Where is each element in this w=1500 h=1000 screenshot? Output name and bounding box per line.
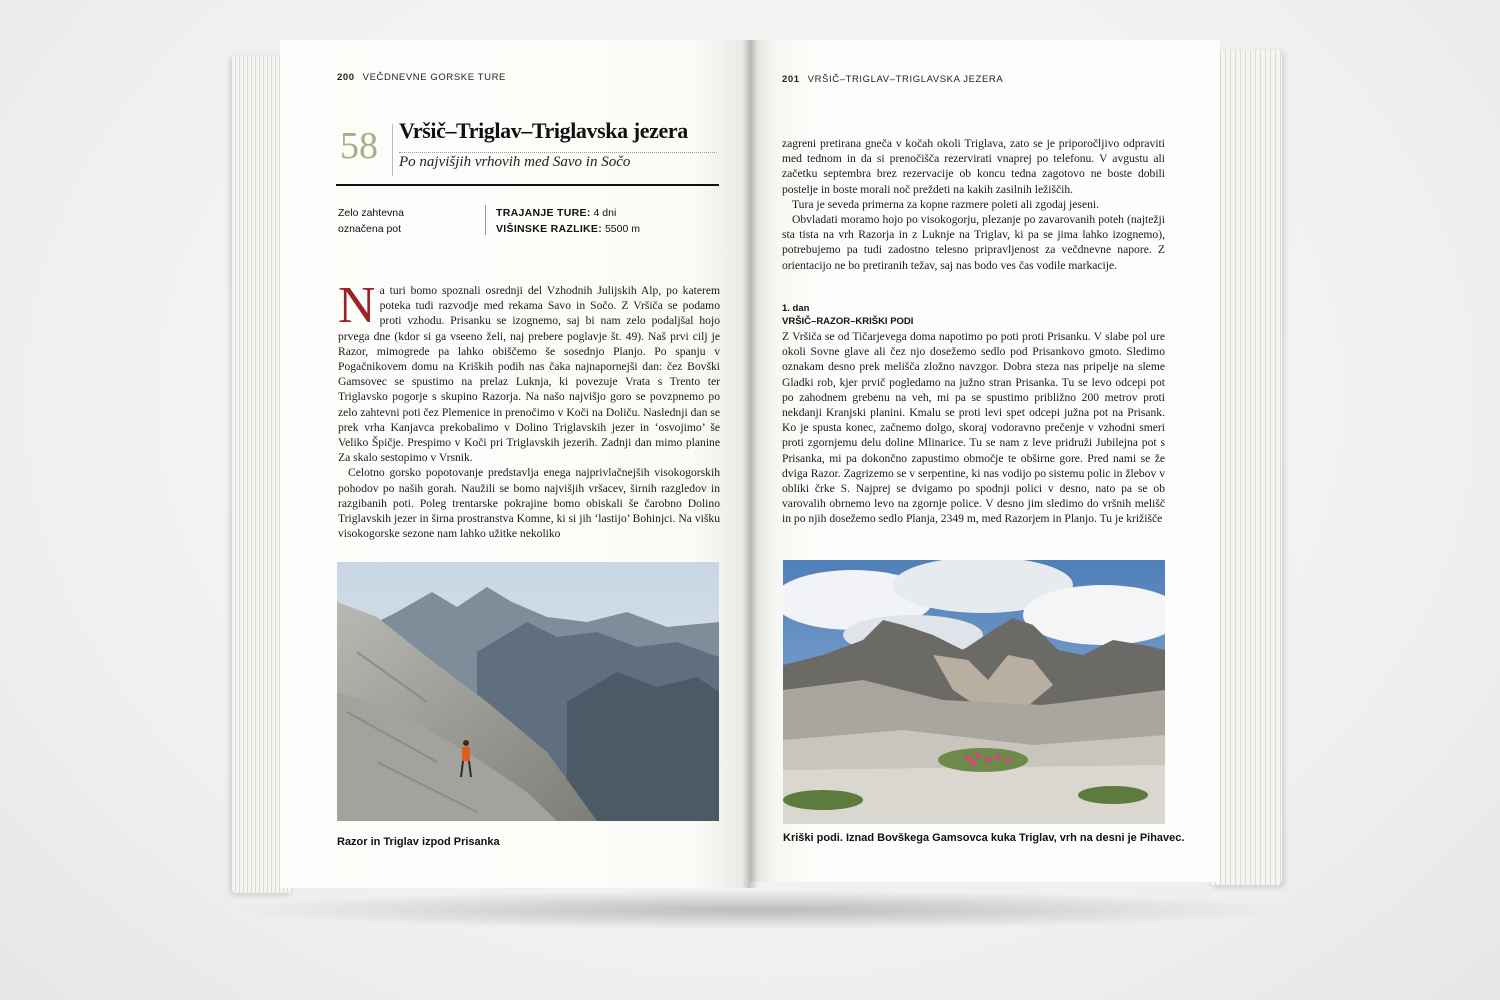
day-paragraph: Z Vršiča se od Tičarjevega doma napotimo po poti proti Prisanku. V slabe pol ure okoli Sovne glave ali čez njo dosežemo sedlo pod Prisankovo gmoto. Sledimo oznakam desno prek melišča zložno navzgor. Dobra steza nas pripelje na sleme Gladki rob, kjer prvič pogledamo na južno stran Prisanka. Tu se levo odcepi pot po zahodnem grebenu na veh, mi pa se spustimo približno 200 metrov proti nekdanji Kranjski planini. Kmalu se proti levi spet odcepi južna pot na Prisank. Ko je spusta konec, začnemo dolgo, skoraj vodoravno prečenje v vzhodni smeri proti zgornjemu delu doline Mlinarice. Tu se nam z leve pridruži Jubilejna pot s Prisanka, mi pa dokončno zapustimo območje te obširne gore. Pred nami se že dviga Razor. Zagrizemo se v serpentine, ki nas vodijo po sistemu polic in žlebov v obliki črke S. Najprej se dvigamo po spodnji polici v desno, nato pa se ob varovalih obrnemo levo na zgornje police. V desno jim sledimo do vršnih melišč in po njih dosežemo sedlo Planja, 2349 m, med Razorjem in Planjo. Tu je križišče <box>782 330 1165 526</box>
left-running-title: VEČDNEVNE GORSKE TURE <box>362 72 506 83</box>
elevation-value: 5500 m <box>604 223 640 235</box>
book-shadow <box>230 890 1290 930</box>
day-body-text <box>782 329 1165 551</box>
right-page <box>750 40 1220 882</box>
day-heading <box>782 302 913 328</box>
skills-paragraph: Obvladati moramo hojo po visokogorju, plezanje po zavarovanih poteh (najtežji sta tista na vrh Razorja in z Luknje na Triglav, ki pa se jima lahko izognemo), potrebujemo pa tudi zadostno telesno pripravljenost za večdnevne napore. Z orientacijo ne bo pretiranih težav, saj nas bodo ves čas vodile markacije. <box>782 213 1165 272</box>
title-dotted-rule <box>399 152 717 153</box>
meta-divider <box>485 205 486 235</box>
tour-number: 58 <box>340 125 378 167</box>
day-route: VRŠIČ–RAZOR–KRIŠKI PODI <box>782 316 914 327</box>
duration-row <box>496 205 640 221</box>
left-running-head <box>337 72 506 83</box>
page-stack-right <box>1210 50 1282 885</box>
photo-kriski-podi <box>783 560 1165 824</box>
right-page-number: 201 <box>782 74 800 85</box>
title-rule <box>336 184 719 186</box>
left-page-number: 200 <box>337 72 355 83</box>
right-photo-caption: Kriški podi. Iznad Bovškega Gamsovca kuka Triglav, vrh na desni je Pihavec. <box>783 832 1185 844</box>
continuation-paragraph: zagreni pretirana gneča v kočah okoli Triglava, zato se je priporočljivo odpraviti med tednom in da si prenočišča rezervirati vnaprej po telefonu. V avgustu ali začetku septembra brez rezervacije ob koncu tedna zagotovo ne boste dobili postelje in boste morali noč preždeti na kakih zasilnih ležiščih. <box>782 137 1165 196</box>
book-gutter <box>742 40 758 888</box>
day-label: 1. dan <box>782 303 810 314</box>
season-paragraph: Tura je seveda primerna za kopne razmere poleti ali zgodaj jeseni. <box>792 197 1100 211</box>
right-body-text <box>782 136 1165 316</box>
elevation-label: VIŠINSKE RAZLIKE: <box>496 223 603 235</box>
tour-stats <box>496 205 640 237</box>
photo-razor-triglav <box>337 562 719 821</box>
right-running-title: VRŠIČ–TRIGLAV–TRIGLAVSKA JEZERA <box>807 74 1004 85</box>
intro-text: a turi bomo spoznali osrednji del Vzhodnih Julijskih Alp, po katerem poteka tudi razvodje med rekama Savo in Sočo. Z Vršiča se podamo proti vzhodu. Prisanku se izognemo, saj bi nam zelo podaljšal hojo prvega dne (kdor si ga vseeno želi, naj prebere poglavje št. 49). Naš prvi cilj je Razor, mimogrede pa lahko obiščemo še sosednjo Planjo. Po spanju v Pogačnikovem domu na Kriških podih nas čaka najnapornejši dan: čez Bovški Gamsovec se spustimo na prelaz Luknja, ki povezuje Vrata s Trento ter Triglavsko pogorje s skupino Razorja. Na našo najvišjo goro se povzpnemo po zelo zahtevni poti čez Plemenice in prenočimo v Koči na Doliču. Naslednji dan se prek vrha Kanjavca prekobalimo v Dolino Triglavskih jezer in ‘osvojimo’ še Veliko Špičje. Prespimo v Koči pri Triglavskih jezerih. Zadnji dan mimo planine Za skalo sestopimo v Vrsnik. <box>338 284 720 465</box>
duration-label: TRAJANJE TURE: <box>496 207 591 219</box>
title-divider <box>392 124 393 176</box>
difficulty <box>338 205 478 237</box>
duration-value: 4 dni <box>593 207 617 219</box>
difficulty-line-1: Zelo zahtevna <box>338 207 404 219</box>
tour-subtitle: Po najvišjih vrhovih med Savo in Sočo <box>399 154 631 170</box>
right-running-head <box>782 74 1003 85</box>
left-page <box>280 40 750 888</box>
difficulty-line-2: označena pot <box>338 223 402 235</box>
second-paragraph: Celotno gorsko popotovanje predstavlja enega najprivlačnejših visokogorskih pohodov po naših gorah. Naužili se bomo najvišjih vršacev, širnih razgledov in razgibanih poti. Poleg trentarske pokrajine bomo obiskali še čarobno Dolino Triglavskih jezer in širna prostranstva Komne, ki si jih ‘lastijo’ Bohinjci. Na višku visokogorske sezone nam lahko užitke nekoliko <box>338 466 720 541</box>
drop-cap: N <box>338 283 376 334</box>
elevation-row <box>496 221 640 237</box>
left-body-text <box>338 283 720 553</box>
tour-title: Vršič–Triglav–Triglavska jezera <box>399 118 688 143</box>
intro-paragraph <box>338 283 720 465</box>
left-photo-caption: Razor in Triglav izpod Prisanka <box>337 836 500 848</box>
